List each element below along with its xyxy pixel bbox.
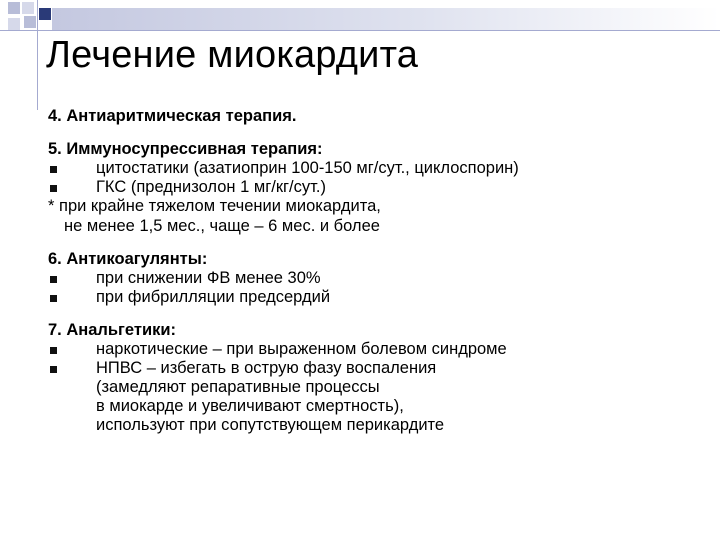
- horizontal-rule: [0, 30, 720, 31]
- footnote-line-1: * при крайне тяжелом течении миокардита,: [48, 197, 381, 215]
- deco-square: [39, 8, 51, 20]
- deco-square: [24, 16, 36, 28]
- deco-square: [8, 2, 20, 14]
- list-item-text: ГКС (преднизолон 1 мг/кг/сут.): [96, 178, 326, 196]
- list-item: [48, 288, 708, 307]
- list-item-text: при фибрилляции предсердий: [96, 288, 331, 306]
- list-item-text: при снижении ФВ менее 30%: [96, 269, 321, 287]
- square-bullet-icon: [50, 166, 57, 173]
- list-item: [48, 359, 708, 435]
- section-heading: 7. Анальгетики:: [48, 321, 176, 339]
- vertical-rule: [37, 0, 38, 110]
- section-heading: 4. Антиаритмическая терапия.: [48, 107, 297, 125]
- list-item: [48, 269, 708, 288]
- list-item-text: цитостатики (азатиоприн 100-150 мг/сут., циклоспорин): [96, 159, 519, 177]
- square-bullet-icon: [50, 276, 57, 283]
- header-gradient-band: [52, 8, 720, 30]
- section-antiarrhythmic: [48, 106, 708, 126]
- list-item-text: наркотические – при выраженном болевом синдроме: [96, 340, 507, 358]
- section-anticoagulants: [48, 249, 708, 307]
- section-immunosuppressive: [48, 139, 708, 236]
- square-bullet-icon: [50, 295, 57, 302]
- list-item: [48, 340, 708, 359]
- section-heading: 6. Антикоагулянты:: [48, 250, 208, 268]
- section-analgesics: [48, 320, 708, 435]
- slide-content: [48, 106, 708, 448]
- section-heading: 5. Иммуносупрессивная терапия:: [48, 140, 323, 158]
- square-bullet-icon: [50, 347, 57, 354]
- slide-title: Лечение миокардита: [46, 34, 419, 76]
- square-bullet-icon: [50, 366, 57, 373]
- footnote-line-2: не менее 1,5 мес., чаще – 6 мес. и более: [64, 216, 380, 235]
- deco-square: [8, 18, 20, 30]
- deco-square: [22, 2, 34, 14]
- square-bullet-icon: [50, 185, 57, 192]
- list-item: [48, 159, 708, 178]
- list-item: [48, 178, 708, 197]
- list-item-text: НПВС – избегать в острую фазу воспаления (замедляют репаративные процессы в миокарде и увеличивают смертность), используют при сопутствующем перикардите: [96, 359, 445, 434]
